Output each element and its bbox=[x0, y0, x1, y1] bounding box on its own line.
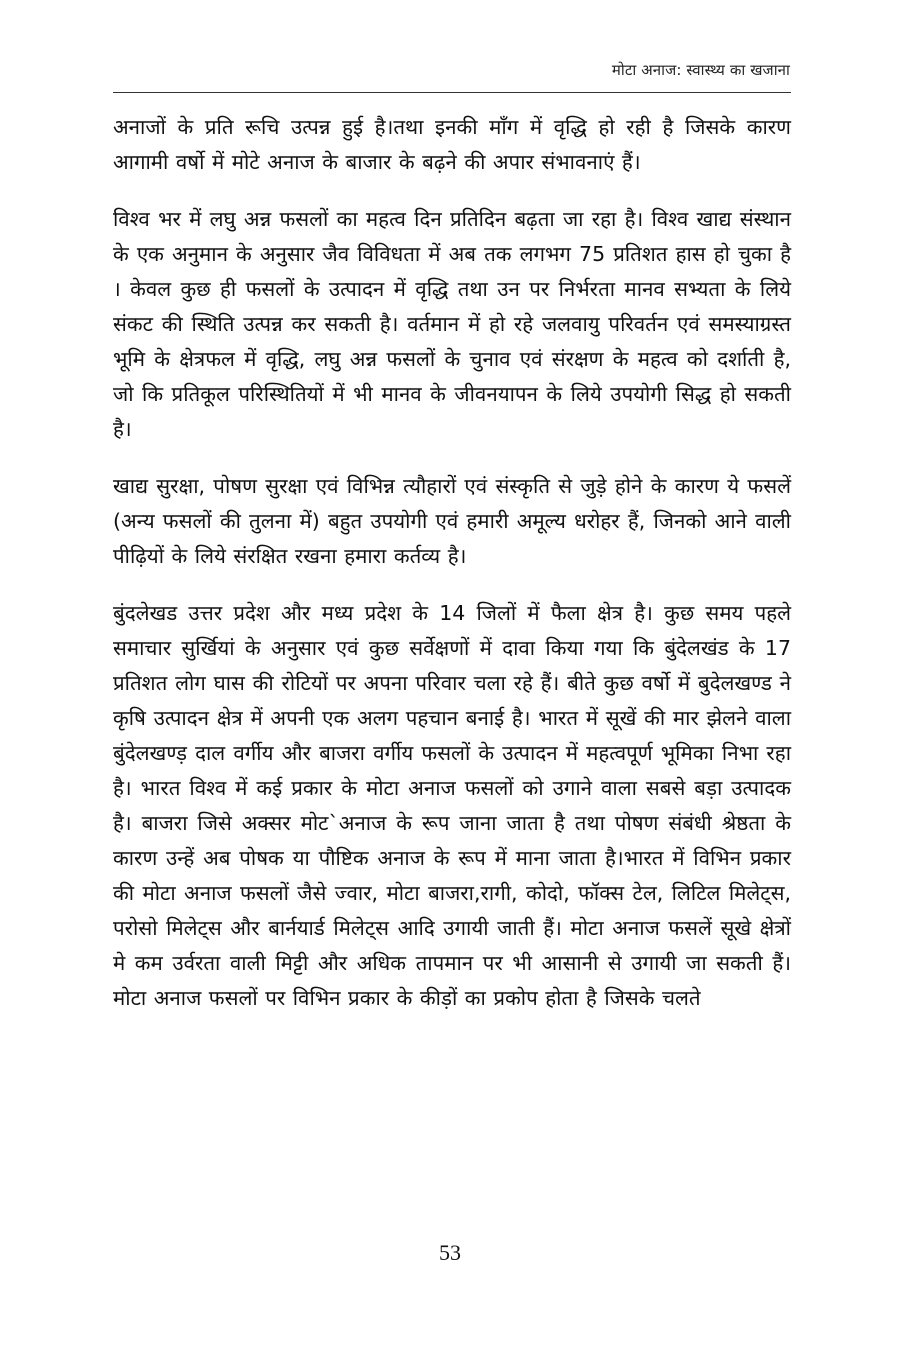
body-text bbox=[113, 110, 791, 1038]
paragraph-2: विश्व भर में लघु अन्न फसलों का महत्व दिन प्रतिदिन बढ़ता जा रहा है। विश्व खाद्य संस्थान के एक अनुमान के अनुसार जैव विविधता में अब तक लगभग 75 प्रतिशत हास हो चुका है । केवल कुछ ही फसलों के उत्पादन में वृद्धि तथा उन पर निर्भरता मानव सभ्यता के लिये संकट की स्थिति उत्पन्न कर सकती है। वर्तमान में हो रहे जलवायु परिवर्तन एवं समस्याग्रस्त भूमि के क्षेत्रफल में वृद्धि, लघु अन्न फसलों के चुनाव एवं संरक्षण के महत्व को दर्शाती है, जो कि प्रतिकूल परिस्थितियों में भी मानव के जीवनयापन के लिये उपयोगी सिद्ध हो सकती है। bbox=[113, 207, 791, 441]
paragraph-1: अनाजों के प्रति रूचि उत्पन्न हुई है।तथा इनकी माँग में वृद्धि हो रही है जिसके कारण आगामी वर्षो में मोटे अनाज के बाजार के बढ़ने की अपार संभावनाएं हैं। bbox=[113, 115, 791, 174]
running-header: मोटा अनाज: स्वास्थ्य का खजाना bbox=[611, 61, 790, 79]
page-number: 53 bbox=[439, 1240, 461, 1265]
paragraph-4: बुंदलेखड उत्तर प्रदेश और मध्य प्रदेश के 14 जिलों में फैला क्षेत्र है। कुछ समय पहले समाचार सुर्खियां के अनुसार एवं कुछ सर्वेक्षणों में दावा किया गया कि बुंदेलखंड के 17 प्रतिशत लोग घास की रोटियों पर अपना परिवार चला रहे हैं। बीते कुछ वर्षो में बुदेलखण्ड ने कृषि उत्पादन क्षेत्र में अपनी एक अलग पहचान बनाई है। भारत में सूखें की मार झेलने वाला बुंदेलखण्ड़ दाल वर्गीय और बाजरा वर्गीय फसलों के उत्पादन में महत्वपूर्ण भूमिका निभा रहा है। भारत विश्व में कई प्रकार के मोटा अनाज फसलों को उगाने वाला सबसे बड़ा उत्पादक है। बाजरा जिसे अक्सर मोट`अनाज के रूप जाना जाता है तथा पोषण संबंधी श्रेष्ठता के कारण उन्हें अब पोषक या पौष्टिक अनाज के रूप में माना जाता है।भारत में विभिन प्रकार की मोटा अनाज फसलों जैसे ज्वार, मोटा बाजरा,रागी, कोदो, फॉक्स टेल, लिटिल मिलेट्स, परोसो मिलेट्स और बार्नयार्ड मिलेट्स आदि उगायी जाती हैं। मोटा अनाज फसलें सूखे क्षेत्रों मे कम उर्वरता वाली मिट्टी और अधिक तापमान पर भी आसानी से उगायी जा सकती हैं। मोटा अनाज फसलों पर विभिन प्रकार के कीड़ों का प्रकोप होता है जिसके चलते bbox=[113, 601, 791, 1010]
paragraph-3: खाद्य सुरक्षा, पोषण सुरक्षा एवं विभिन्न त्यौहारों एवं संस्कृति से जुड़े होने के कारण ये फसलें (अन्य फसलों की तुलना में) बहुत उपयोगी एवं हमारी अमूल्य धरोहर हैं, जिनको आने वाली पीढ़ियों के लिये संरक्षित रखना हमारा कर्तव्य है। bbox=[113, 474, 791, 568]
header-divider bbox=[113, 92, 791, 93]
